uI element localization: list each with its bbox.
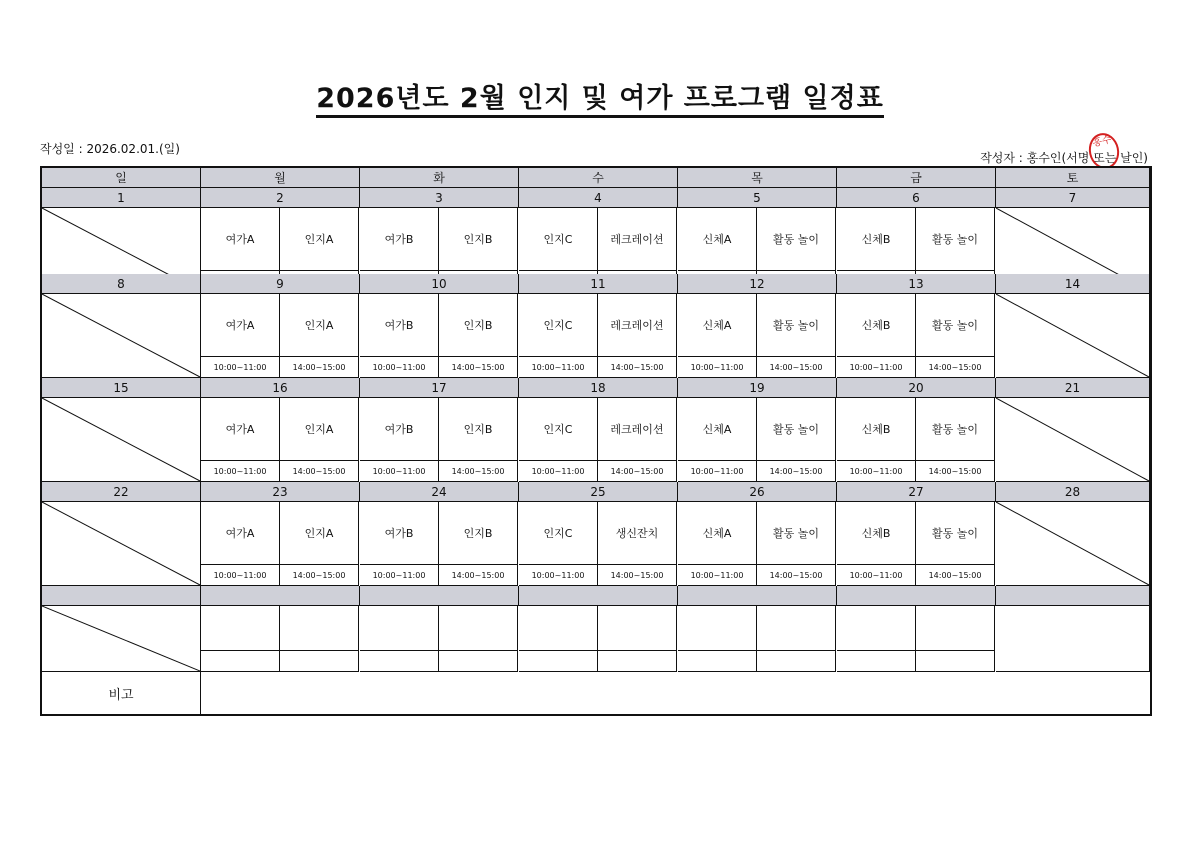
- program-cell: 인지A: [280, 398, 359, 460]
- date-number: 15: [42, 378, 201, 398]
- program-cell: [757, 606, 836, 650]
- time-slot: 10:00~11:00: [678, 356, 757, 378]
- date-number: [678, 586, 837, 606]
- saturday-empty-cell: [996, 606, 1150, 672]
- note-row: [42, 672, 1150, 714]
- date-number: 26: [678, 482, 837, 502]
- program-cell: 신체A: [678, 398, 757, 460]
- program-cell: 여가B: [360, 294, 439, 356]
- date-number: 24: [360, 482, 519, 502]
- program-cell: 활동 놀이: [757, 398, 836, 460]
- program-cell: 인지C: [519, 502, 598, 564]
- time-slot: [678, 650, 757, 672]
- program-cell: 인지C: [519, 208, 598, 270]
- time-slot: [280, 650, 359, 672]
- date-number: [996, 586, 1150, 606]
- date-number: 7: [996, 188, 1150, 208]
- time-slot: 10:00~11:00: [678, 460, 757, 482]
- time-slot: 10:00~11:00: [519, 564, 598, 586]
- program-cell: [916, 606, 995, 650]
- time-slot: [519, 650, 598, 672]
- time-slot: 10:00~11:00: [201, 356, 280, 378]
- date-number: 5: [678, 188, 837, 208]
- sunday-empty-cell: [42, 502, 201, 586]
- program-cell: [519, 606, 598, 650]
- time-slot: [916, 650, 995, 672]
- time-slot: 14:00~15:00: [916, 564, 995, 586]
- written-date: 작성일 : 2026.02.01.(일): [40, 142, 180, 156]
- time-slot: 10:00~11:00: [519, 356, 598, 378]
- time-slot: 10:00~11:00: [360, 356, 439, 378]
- program-cell: 활동 놀이: [916, 208, 995, 270]
- program-cell: 레크레이션: [598, 294, 677, 356]
- weekday-cell: 목: [678, 168, 837, 188]
- date-number: 4: [519, 188, 678, 208]
- program-cell: 활동 놀이: [757, 294, 836, 356]
- program-cell: 신체A: [678, 502, 757, 564]
- program-cell: 여가A: [201, 398, 280, 460]
- program-cell: 레크레이션: [598, 208, 677, 270]
- time-slot: 14:00~15:00: [439, 564, 518, 586]
- program-cell: 인지A: [280, 502, 359, 564]
- program-cell: 레크레이션: [598, 398, 677, 460]
- program-cell: [201, 606, 280, 650]
- program-cell: 여가A: [201, 294, 280, 356]
- time-slot: 10:00~11:00: [837, 564, 916, 586]
- program-cell: [678, 606, 757, 650]
- time-slot: 14:00~15:00: [916, 356, 995, 378]
- date-number: 6: [837, 188, 996, 208]
- date-number: 2: [201, 188, 360, 208]
- program-cell: 인지B: [439, 398, 518, 460]
- program-cell: 여가A: [201, 502, 280, 564]
- date-number: 23: [201, 482, 360, 502]
- date-number: 1: [42, 188, 201, 208]
- date-number: 20: [837, 378, 996, 398]
- note-label: 비고: [42, 672, 201, 714]
- program-cell: [439, 606, 518, 650]
- program-cell: 여가A: [201, 208, 280, 270]
- date-number: [42, 586, 201, 606]
- date-number: 25: [519, 482, 678, 502]
- week-date-row: [42, 188, 1150, 208]
- time-slot: 14:00~15:00: [757, 356, 836, 378]
- date-number: 12: [678, 274, 837, 294]
- time-slot: [837, 650, 916, 672]
- time-slot: 10:00~11:00: [201, 564, 280, 586]
- date-number: [837, 586, 996, 606]
- signature-seal: 홍수: [1086, 130, 1123, 171]
- sunday-empty-cell: [42, 606, 201, 672]
- time-slot: 14:00~15:00: [598, 460, 677, 482]
- time-slot: 10:00~11:00: [519, 460, 598, 482]
- program-cell: 신체B: [837, 208, 916, 270]
- date-number: 8: [42, 274, 201, 294]
- time-slot: 10:00~11:00: [360, 460, 439, 482]
- program-cell: 활동 놀이: [757, 208, 836, 270]
- time-slot: 10:00~11:00: [360, 564, 439, 586]
- saturday-empty-cell: [996, 294, 1150, 378]
- time-slot: 14:00~15:00: [280, 460, 359, 482]
- time-slot: 14:00~15:00: [439, 460, 518, 482]
- program-cell: 인지B: [439, 294, 518, 356]
- author-line: 작성자 : 홍수인(서명 또는 날인): [980, 151, 1148, 165]
- program-cell: 여가B: [360, 398, 439, 460]
- program-cell: 활동 놀이: [916, 398, 995, 460]
- date-number: 17: [360, 378, 519, 398]
- date-number: 16: [201, 378, 360, 398]
- saturday-empty-cell: [996, 398, 1150, 482]
- time-slot: [598, 650, 677, 672]
- weekday-cell: 화: [360, 168, 519, 188]
- program-cell: 활동 놀이: [916, 294, 995, 356]
- program-cell: 인지C: [519, 398, 598, 460]
- time-slot: 10:00~11:00: [201, 460, 280, 482]
- date-number: 19: [678, 378, 837, 398]
- date-number: 21: [996, 378, 1150, 398]
- program-cell: [598, 606, 677, 650]
- date-number: 27: [837, 482, 996, 502]
- program-cell: 여가B: [360, 502, 439, 564]
- date-number: 28: [996, 482, 1150, 502]
- program-cell: 생신잔치: [598, 502, 677, 564]
- week-date-row: [42, 482, 1150, 502]
- program-cell: 활동 놀이: [757, 502, 836, 564]
- date-number: [201, 586, 360, 606]
- time-slot: 14:00~15:00: [916, 460, 995, 482]
- date-number: 9: [201, 274, 360, 294]
- week-date-row: [42, 378, 1150, 398]
- time-slot: [201, 650, 280, 672]
- program-cell: 인지A: [280, 294, 359, 356]
- program-cell: 인지B: [439, 502, 518, 564]
- program-cell: 신체A: [678, 208, 757, 270]
- program-cell: 여가B: [360, 208, 439, 270]
- program-cell: 신체A: [678, 294, 757, 356]
- program-cell: [360, 606, 439, 650]
- weekday-cell: 월: [201, 168, 360, 188]
- time-slot: 14:00~15:00: [757, 460, 836, 482]
- time-slot: [439, 650, 518, 672]
- time-slot: 10:00~11:00: [837, 460, 916, 482]
- time-slot: 14:00~15:00: [439, 356, 518, 378]
- program-cell: 신체B: [837, 398, 916, 460]
- weekday-cell: 토: [996, 168, 1150, 188]
- date-number: 22: [42, 482, 201, 502]
- time-slot: 10:00~11:00: [837, 356, 916, 378]
- program-cell: 인지B: [439, 208, 518, 270]
- date-number: 10: [360, 274, 519, 294]
- date-number: 13: [837, 274, 996, 294]
- time-slot: [360, 650, 439, 672]
- weekday-cell: 수: [519, 168, 678, 188]
- time-slot: 14:00~15:00: [598, 356, 677, 378]
- program-cell: 인지C: [519, 294, 598, 356]
- program-cell: 신체B: [837, 294, 916, 356]
- time-slot: 10:00~11:00: [678, 564, 757, 586]
- program-cell: 인지A: [280, 208, 359, 270]
- program-cell: [837, 606, 916, 650]
- date-number: [360, 586, 519, 606]
- program-cell: 신체B: [837, 502, 916, 564]
- date-number: 14: [996, 274, 1150, 294]
- sunday-empty-cell: [42, 294, 201, 378]
- date-number: 11: [519, 274, 678, 294]
- program-cell: 활동 놀이: [916, 502, 995, 564]
- time-slot: 14:00~15:00: [757, 564, 836, 586]
- time-slot: 14:00~15:00: [280, 564, 359, 586]
- time-slot: 14:00~15:00: [598, 564, 677, 586]
- weekday-cell: 금: [837, 168, 996, 188]
- date-number: 3: [360, 188, 519, 208]
- weekday-header: [42, 168, 1150, 188]
- time-slot: [757, 650, 836, 672]
- week-date-row: [42, 274, 1150, 294]
- saturday-empty-cell: [996, 502, 1150, 586]
- time-slot: 14:00~15:00: [280, 356, 359, 378]
- sunday-empty-cell: [42, 398, 201, 482]
- page-title: 2026년도 2월 인지 및 여가 프로그램 일정표: [0, 76, 1200, 115]
- date-number: [519, 586, 678, 606]
- calendar-table: [40, 166, 1152, 716]
- weekday-cell: 일: [42, 168, 201, 188]
- week-date-row: [42, 586, 1150, 606]
- date-number: 18: [519, 378, 678, 398]
- program-cell: [280, 606, 359, 650]
